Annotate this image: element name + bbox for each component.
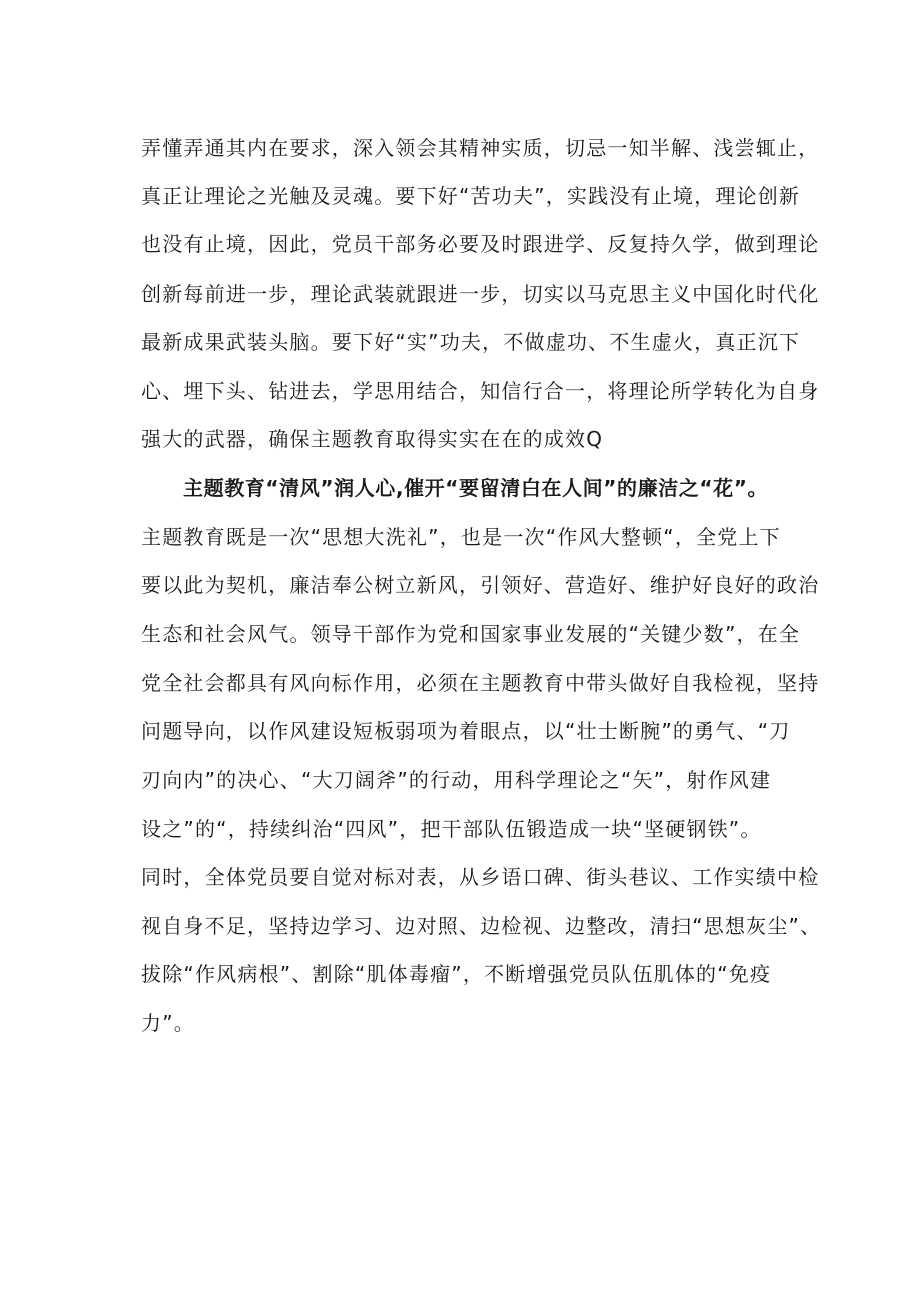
paragraph-line: 设之”的“，持续纠治“四风”，把干部队伍锻造成一块“坚硬钢铁”。	[141, 817, 762, 841]
paragraph-line: 创新每前进一步，理论武装就跟进一步，切实以马克思主义中国化时代化	[141, 282, 820, 306]
paragraph-line: 心、埋下头、钻进去，学思用结合，知信行合一，将理论所学转化为自身	[141, 379, 820, 403]
paragraph-line: 同时，全体党员要自觉对标对表，从乡语口碑、街头巷议、工作实绩中检	[141, 865, 820, 889]
paragraph-line: 视自身不足，坚持边学习、边对照、边检视、边整改，清扫“思想灰尘”、	[141, 914, 822, 938]
paragraph-line: 弄懂弄通其内在要求，深入领会其精神实质，切忌一知半解、浅尝辄止，	[141, 136, 820, 160]
paragraph-line: 问题导向，以作风建设短板弱项为着眼点，以“壮士断腕”的勇气、“刀	[141, 719, 791, 743]
paragraph-line: 最新成果武装头脑。要下好“实”功夫，不做虚功、不生虚火，真正沉下	[141, 330, 801, 354]
paragraph-line: 生态和社会风气。领导干部作为党和国家事业发展的“关键少数”，在全	[141, 622, 801, 646]
paragraph-line: 力”。	[141, 1011, 195, 1035]
paragraph-line: 刃向内”的决心、“大刀阔斧”的行动，用科学理论之“矢”，射作风建	[141, 768, 772, 792]
paragraph-line: 强大的武器，确保主题教育取得实实在在的成效Q	[141, 427, 604, 451]
paragraph-line: 要以此为契机，廉洁奉公树立新风，引领好、营造好、维护好良好的政治	[141, 573, 820, 597]
paragraph-heading: 主题教育“清风”润人心,催开“要留清白在人间”的廉洁之“花”。	[183, 476, 769, 500]
paragraph-line: 真正让理论之光触及灵魂。要下好“苦功夫”，实践没有止境，理论创新	[141, 184, 801, 208]
paragraph-line: 党全社会都具有风向标作用，必须在主题教育中带头做好自我检视，坚持	[141, 671, 820, 695]
paragraph-line: 也没有止境，因此，党员干部务必要及时跟进学、反复持久学，做到理论	[141, 232, 820, 256]
paragraph-line: 主题教育既是一次“思想大洗礼”，也是一次“作风大整顿“，全党上下	[141, 525, 781, 549]
paragraph-line: 拔除“作风病根”、割除“肌体毒瘤”，不断增强党员队伍肌体的“免疫	[141, 962, 772, 986]
